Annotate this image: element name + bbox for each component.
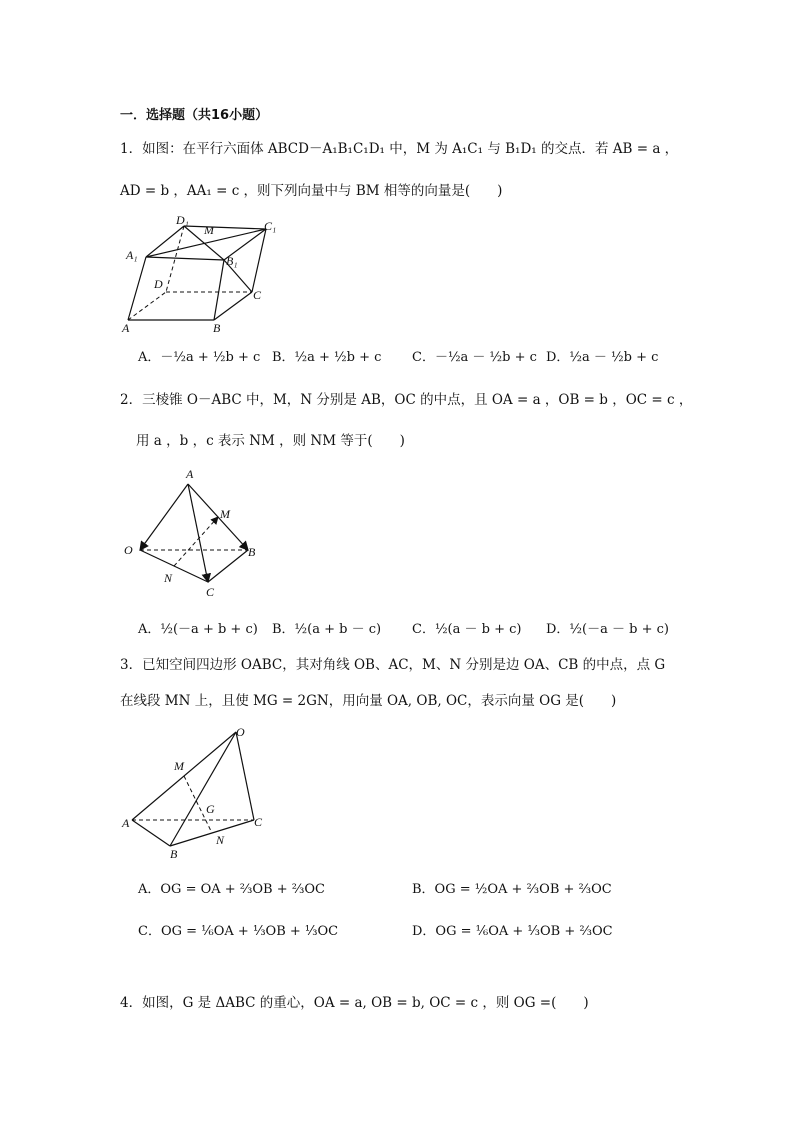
- q4-stem-line1: 4．如图，G 是 ΔABC 的重心，OA = a, OB = b, OC = c ，则 OG =( ): [120, 995, 589, 1011]
- q3-option-a[interactable]: A．OG = OA + ⅔OB + ⅔OC: [138, 882, 325, 897]
- label-M: M: [174, 759, 184, 773]
- q1-option-b[interactable]: B．½a + ½b + c: [272, 350, 382, 365]
- q1-option-d[interactable]: D．½a － ½b + c: [546, 350, 659, 365]
- q3-option-c[interactable]: C．OG = ⅙OA + ⅓OB + ⅓OC: [138, 924, 339, 939]
- q2-option-d[interactable]: D．½(－a － b + c): [546, 622, 669, 637]
- q2-option-a[interactable]: A．½(－a + b + c): [138, 622, 258, 637]
- label-B: B: [170, 847, 178, 861]
- label-A: A: [122, 321, 130, 335]
- q1-stem-line2: AD = b ，AA₁ = c ，则下列向量中与 BM 相等的向量是( ): [120, 183, 503, 199]
- q3-quadrilateral-figure: [118, 722, 268, 862]
- section-title: 一．选择题（共16小题）: [120, 108, 269, 123]
- q2-tetrahedron-figure: [118, 466, 268, 601]
- label-O: O: [236, 725, 245, 739]
- q1-option-a[interactable]: A．－½a + ½b + c: [138, 350, 261, 365]
- label-A: A: [186, 467, 194, 481]
- label-C: C: [253, 288, 262, 302]
- label-D: D: [154, 277, 163, 291]
- label-M: M: [204, 223, 214, 237]
- label-G: G: [206, 802, 215, 816]
- q1-option-c[interactable]: C．－½a － ½b + c: [412, 350, 537, 365]
- label-B: B: [213, 321, 221, 335]
- q2-stem-line2: 用 a ，b ，c 表示 NM ，则 NM 等于( ): [136, 433, 405, 449]
- label-A1: A₁: [126, 248, 138, 262]
- label-N: N: [216, 833, 225, 847]
- q3-option-b[interactable]: B．OG = ½OA + ⅔OB + ⅔OC: [412, 882, 612, 897]
- q3-stem-line1: 3．已知空间四边形 OABC，其对角线 OB、AC，M、N 分别是边 OA、CB 的中点，点 G: [120, 657, 666, 673]
- label-C: C: [254, 815, 263, 829]
- label-O: O: [124, 543, 133, 557]
- label-D1: D₁: [176, 213, 189, 227]
- q2-option-c[interactable]: C．½(a － b + c): [412, 622, 522, 637]
- label-M: M: [220, 507, 230, 521]
- label-B: B: [248, 545, 256, 559]
- q2-stem-line1: 2．三棱锥 O－ABC 中，M，N 分别是 AB，OC 的中点，且 OA = a ，OB = b ，OC = c ，: [120, 392, 693, 408]
- q3-option-d[interactable]: D．OG = ⅙OA + ⅓OB + ⅔OC: [412, 924, 613, 939]
- label-N: N: [164, 571, 173, 585]
- q2-option-b[interactable]: B．½(a + b － c): [272, 622, 382, 637]
- q1-stem-line1: 1．如图：在平行六面体 ABCD－A₁B₁C₁D₁ 中，M 为 A₁C₁ 与 B₁D₁ 的交点．若 AB = a ，: [120, 141, 679, 157]
- label-C1: C₁: [264, 219, 277, 233]
- label-C: C: [206, 585, 215, 599]
- q1-parallelepiped-figure: [118, 212, 288, 337]
- label-A: A: [122, 816, 130, 830]
- q3-stem-line2: 在线段 MN 上，且使 MG = 2GN，用向量 OA, OB, OC，表示向量 OG 是( ): [120, 693, 617, 709]
- label-B1: B₁: [226, 254, 238, 268]
